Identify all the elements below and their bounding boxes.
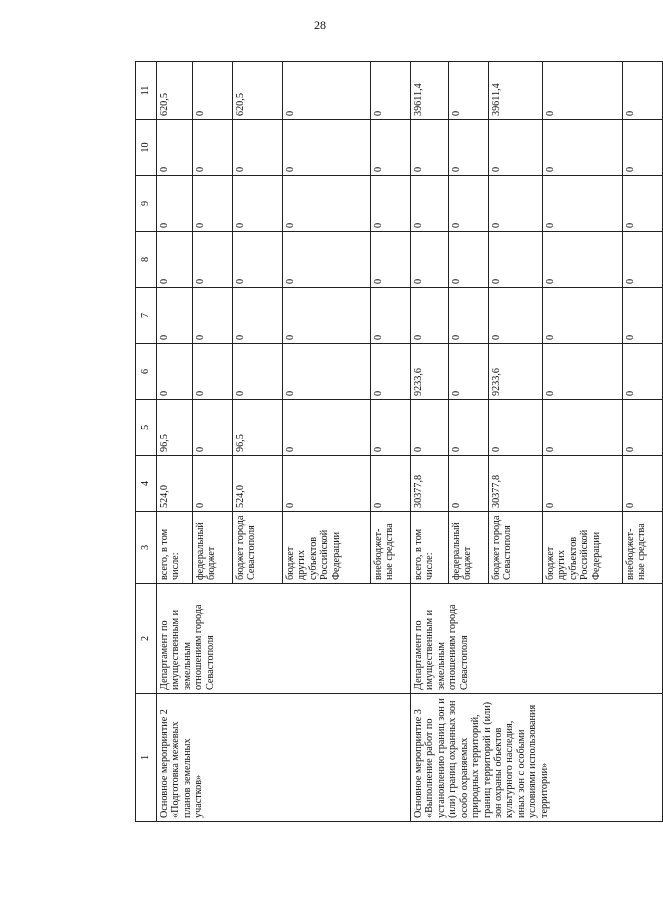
value-cell: 0 [411, 176, 449, 232]
value-cell: 0 [371, 120, 411, 176]
value-cell: 0 [193, 62, 233, 120]
col-header: 7 [136, 288, 157, 344]
col-header: 6 [136, 344, 157, 400]
table-row [411, 62, 449, 822]
value-cell: 0 [623, 176, 663, 232]
value-cell: 0 [449, 62, 489, 120]
value-cell: 0 [411, 120, 449, 176]
value-cell: 0 [371, 288, 411, 344]
value-cell: 0 [233, 120, 283, 176]
page-number: 28 [314, 18, 326, 32]
col-header: 11 [136, 62, 157, 120]
value-cell: 39611,4 [489, 62, 543, 120]
rotated-table-wrapper [135, 62, 648, 822]
value-cell: 0 [283, 288, 371, 344]
value-cell: 0 [283, 344, 371, 400]
budget-table [135, 61, 663, 822]
value-cell: 0 [411, 288, 449, 344]
funding-source-cell: внебюджет-ные средства [623, 512, 663, 584]
funding-source-cell: бюджет города Севастополя [489, 512, 543, 584]
value-cell: 0 [411, 400, 449, 456]
value-cell: 0 [489, 400, 543, 456]
value-cell: 0 [193, 288, 233, 344]
col-header: 2 [136, 584, 157, 694]
value-cell: 0 [449, 120, 489, 176]
value-cell: 0 [543, 456, 623, 512]
value-cell: 30377,8 [489, 456, 543, 512]
col-header: 9 [136, 176, 157, 232]
value-cell: 0 [283, 176, 371, 232]
value-cell: 0 [157, 344, 193, 400]
value-cell: 620,5 [157, 62, 193, 120]
funding-source-cell: бюджет других субъектов Российской Федерации [543, 512, 623, 584]
value-cell: 0 [233, 288, 283, 344]
col-header: 1 [136, 694, 157, 822]
value-cell: 9233,6 [411, 344, 449, 400]
value-cell: 0 [283, 456, 371, 512]
value-cell: 0 [623, 288, 663, 344]
activity-cell: Основное мероприятие 2 «Подготовка межевых планов земельных участков» [157, 694, 411, 822]
value-cell: 0 [371, 456, 411, 512]
value-cell: 0 [489, 232, 543, 288]
value-cell: 0 [193, 176, 233, 232]
value-cell: 96,5 [157, 400, 193, 456]
value-cell: 0 [623, 400, 663, 456]
value-cell: 620,5 [233, 62, 283, 120]
funding-source-cell: федеральный бюджет [449, 512, 489, 584]
value-cell: 0 [449, 400, 489, 456]
funding-source-cell: бюджет города Севастополя [233, 512, 283, 584]
funding-source-cell: бюджет других субъектов Российской Федерации [283, 512, 371, 584]
value-cell: 39611,4 [411, 62, 449, 120]
value-cell: 0 [193, 120, 233, 176]
value-cell: 0 [193, 344, 233, 400]
value-cell: 0 [411, 232, 449, 288]
value-cell: 9233,6 [489, 344, 543, 400]
value-cell: 0 [489, 120, 543, 176]
value-cell: 0 [543, 120, 623, 176]
value-cell: 0 [157, 120, 193, 176]
value-cell: 0 [193, 400, 233, 456]
value-cell: 0 [623, 232, 663, 288]
table-row [157, 62, 193, 822]
value-cell: 0 [449, 288, 489, 344]
value-cell: 0 [193, 456, 233, 512]
value-cell: 0 [371, 62, 411, 120]
value-cell: 0 [371, 232, 411, 288]
value-cell: 0 [157, 176, 193, 232]
funding-source-cell: внебюджет-ные средства [371, 512, 411, 584]
value-cell: 0 [543, 62, 623, 120]
col-header: 3 [136, 512, 157, 584]
value-cell: 0 [233, 232, 283, 288]
value-cell: 0 [623, 344, 663, 400]
executor-cell: Департамент по имущественным и земельным отношениям города Севастополя [411, 584, 663, 694]
value-cell: 96,5 [233, 400, 283, 456]
value-cell: 0 [283, 400, 371, 456]
header-row [136, 62, 157, 822]
col-header: 8 [136, 232, 157, 288]
value-cell: 0 [449, 456, 489, 512]
value-cell: 0 [623, 62, 663, 120]
executor-cell: Департамент по имущественным и земельным отношениям города Севастополя [157, 584, 411, 694]
funding-source-cell: всего, в том числе: [411, 512, 449, 584]
funding-source-cell: федеральный бюджет [193, 512, 233, 584]
value-cell: 0 [193, 232, 233, 288]
value-cell: 0 [489, 176, 543, 232]
value-cell: 0 [233, 344, 283, 400]
value-cell: 0 [233, 176, 283, 232]
value-cell: 0 [157, 288, 193, 344]
value-cell: 0 [283, 62, 371, 120]
value-cell: 0 [449, 344, 489, 400]
value-cell: 0 [371, 400, 411, 456]
value-cell: 524,0 [157, 456, 193, 512]
table-body [157, 62, 663, 822]
funding-source-cell: всего, в том числе: [157, 512, 193, 584]
value-cell: 0 [371, 344, 411, 400]
value-cell: 0 [449, 176, 489, 232]
value-cell: 0 [623, 456, 663, 512]
value-cell: 0 [157, 232, 193, 288]
value-cell: 0 [371, 176, 411, 232]
value-cell: 0 [623, 120, 663, 176]
value-cell: 0 [543, 232, 623, 288]
col-header: 10 [136, 120, 157, 176]
value-cell: 0 [489, 288, 543, 344]
value-cell: 0 [449, 232, 489, 288]
col-header: 5 [136, 400, 157, 456]
value-cell: 0 [283, 232, 371, 288]
value-cell: 30377,8 [411, 456, 449, 512]
value-cell: 0 [283, 120, 371, 176]
value-cell: 0 [543, 344, 623, 400]
activity-cell: Основное мероприятие 3 «Выполнение работ по установлению границ зон и (или) границ охранных зон особо охраняемых природных территорий, границ территорий и (или) зон охраны объектов культурного наследия, иных зон с особыми условиями использования территории» [411, 694, 663, 822]
value-cell: 524,0 [233, 456, 283, 512]
value-cell: 0 [543, 400, 623, 456]
value-cell: 0 [543, 176, 623, 232]
value-cell: 0 [543, 288, 623, 344]
col-header: 4 [136, 456, 157, 512]
